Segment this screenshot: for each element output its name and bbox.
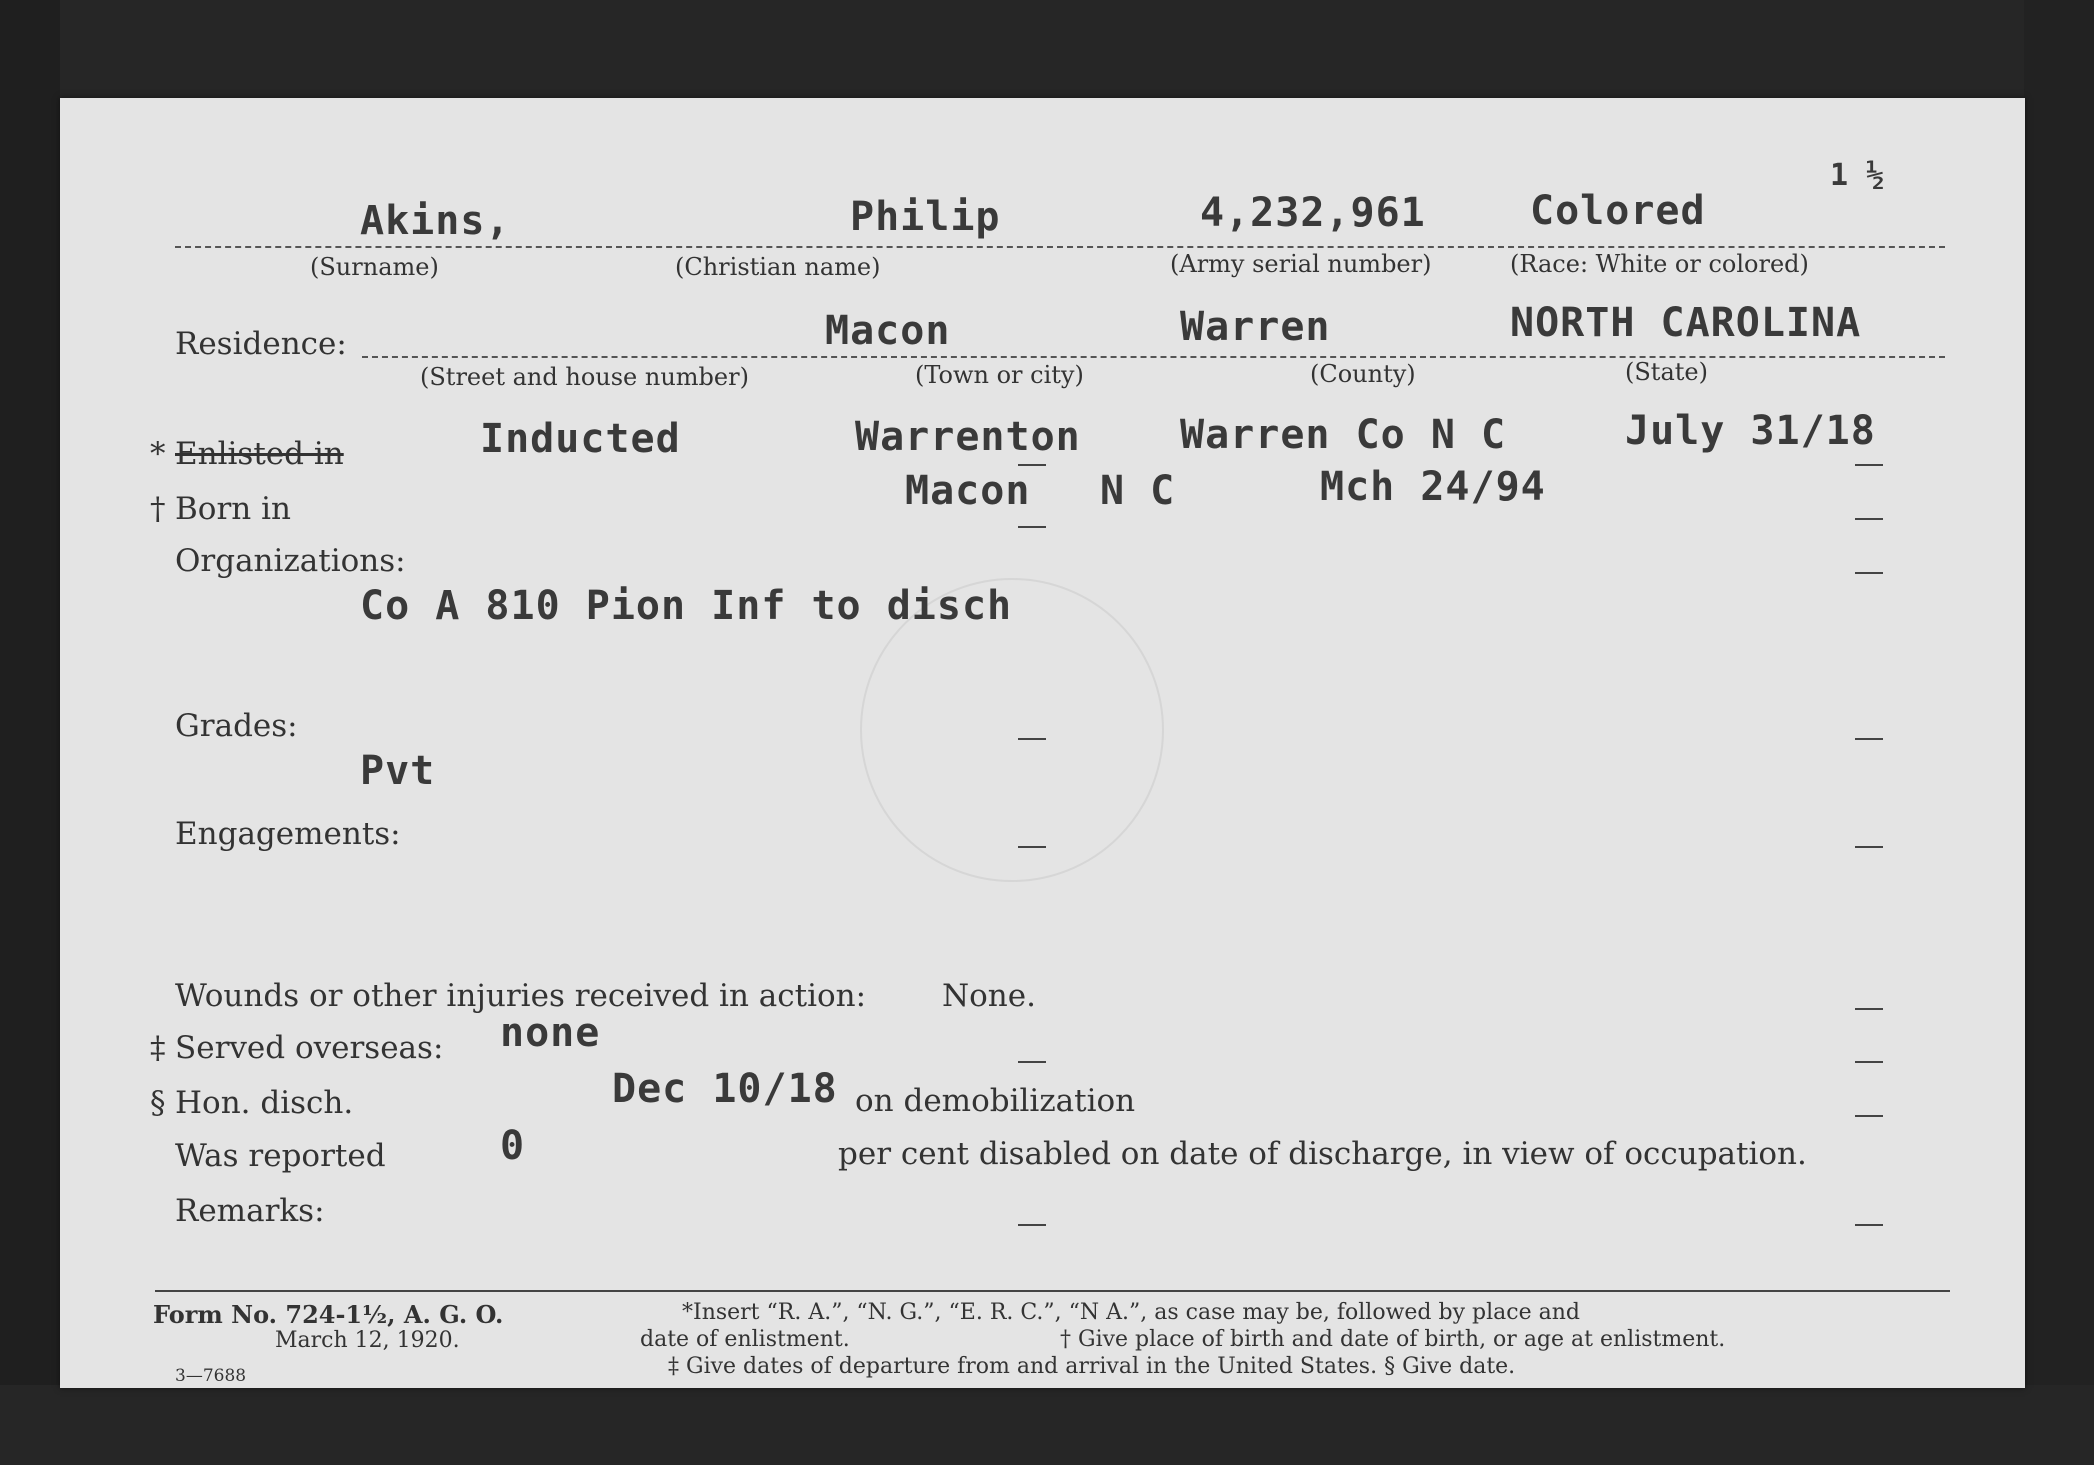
margin-tick	[1855, 1008, 1883, 1010]
margin-tick	[1855, 846, 1883, 848]
middle-tick	[1018, 738, 1046, 740]
footer-rule	[155, 1290, 1950, 1292]
enlisted-marker: *	[150, 436, 166, 472]
background-bottom	[0, 1385, 2094, 1465]
christian-name-caption: (Christian name)	[675, 253, 881, 281]
serial-number-caption: (Army serial number)	[1170, 250, 1432, 278]
service-record-card	[60, 98, 2025, 1388]
middle-tick	[1018, 1224, 1046, 1226]
reported-text: per cent disabled on date of discharge, in view of occupation.	[838, 1136, 1807, 1172]
card-fraction: 1 ½	[1830, 158, 1885, 193]
born-date: Mch 24/94	[1320, 464, 1546, 510]
margin-tick	[1855, 1224, 1883, 1226]
footnote-birth: † Give place of birth and date of birth, or age at enlistment.	[1060, 1327, 1726, 1352]
margin-tick	[1855, 738, 1883, 740]
header-line	[175, 246, 1945, 248]
residence-town-value: Macon	[825, 308, 951, 354]
race-value: Colored	[1530, 188, 1706, 234]
engagements-label: Engagements:	[175, 816, 401, 852]
serial-number-value: 4,232,961	[1200, 190, 1426, 236]
wounds-value: None.	[942, 978, 1036, 1014]
margin-tick	[1855, 1115, 1883, 1117]
margin-tick	[1855, 1061, 1883, 1063]
middle-tick	[1018, 464, 1046, 466]
town-caption: (Town or city)	[915, 361, 1084, 389]
form-date: March 12, 1920.	[275, 1328, 460, 1353]
born-state: N C	[1100, 468, 1176, 514]
overseas-label: Served overseas:	[175, 1030, 444, 1066]
discharge-date: Dec 10/18	[612, 1066, 838, 1112]
state-caption: (State)	[1625, 358, 1708, 386]
discharge-suffix: on demobilization	[855, 1083, 1136, 1119]
form-number: Form No. 724-1½, A. G. O.	[153, 1300, 504, 1329]
margin-tick	[1855, 572, 1883, 574]
born-place: Macon	[905, 468, 1031, 514]
footnote-overseas: ‡ Give dates of departure from and arrival in the United States. § Give date.	[668, 1354, 1516, 1379]
christian-name-value: Philip	[850, 194, 1001, 240]
residence-state-value: NORTH CAROLINA	[1510, 300, 1862, 346]
middle-tick	[1018, 1061, 1046, 1063]
born-marker: †	[150, 491, 166, 527]
discharge-marker: §	[150, 1085, 166, 1121]
street-caption: (Street and house number)	[420, 363, 749, 391]
reported-label: Was reported	[175, 1138, 386, 1174]
form-code: 3—7688	[175, 1366, 247, 1386]
race-caption: (Race: White or colored)	[1510, 250, 1809, 278]
enlisted-value: Inducted	[480, 416, 681, 462]
footnote-enlistment: *Insert “R. A.”, “N. G.”, “E. R. C.”, “N A.”, as case may be, followed by place and	[682, 1300, 1580, 1325]
organizations-value: Co A 810 Pion Inf to disch	[360, 583, 1013, 629]
enlisted-label: Enlisted in	[175, 436, 344, 472]
county-caption: (County)	[1310, 360, 1416, 388]
organizations-label: Organizations:	[175, 543, 406, 579]
margin-tick	[1855, 464, 1883, 466]
background-left	[0, 0, 60, 1465]
grades-value: Pvt	[360, 748, 436, 794]
reported-value: 0	[500, 1123, 526, 1169]
surname-value: Akins,	[360, 198, 511, 244]
enlisted-place: Warrenton	[855, 414, 1081, 460]
discharge-label: Hon. disch.	[175, 1085, 354, 1121]
background-right	[2024, 0, 2094, 1465]
enlisted-county: Warren Co N C	[1180, 412, 1507, 458]
middle-tick	[1018, 846, 1046, 848]
residence-county-value: Warren	[1180, 304, 1331, 350]
overseas-marker: ‡	[150, 1030, 166, 1066]
enlisted-date: July 31/18	[1625, 408, 1876, 454]
born-label: Born in	[175, 491, 291, 527]
middle-tick	[1018, 526, 1046, 528]
residence-label: Residence:	[175, 326, 347, 362]
surname-caption: (Surname)	[310, 253, 439, 281]
margin-tick	[1855, 518, 1883, 520]
wounds-label: Wounds or other injuries received in action:	[175, 978, 867, 1014]
overseas-value: none	[500, 1010, 601, 1056]
footnote-enlistment-cont: date of enlistment.	[640, 1327, 850, 1352]
grades-label: Grades:	[175, 708, 298, 744]
remarks-label: Remarks:	[175, 1193, 325, 1229]
background-top	[0, 0, 2094, 100]
